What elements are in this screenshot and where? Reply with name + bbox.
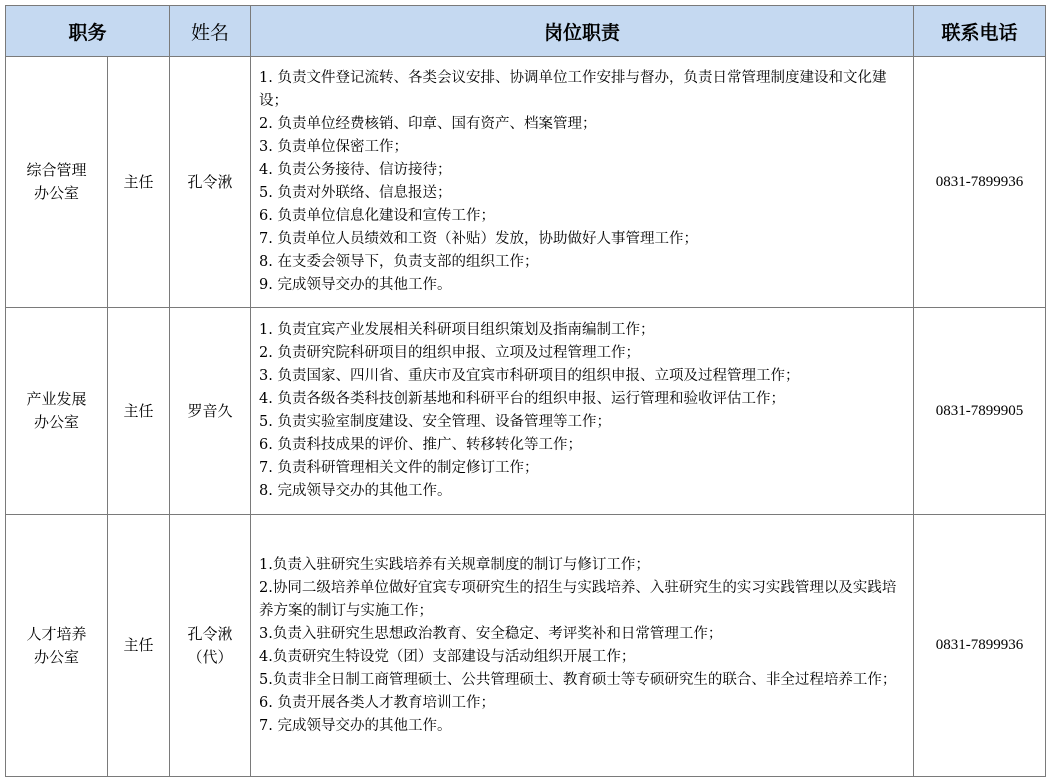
duty-item: 1. 负责文件登记流转、各类会议安排、协调单位工作安排与督办，负责日常管理制度建设和文化建设； (259, 70, 887, 109)
department-line: 办公室 (33, 413, 79, 431)
department-line: 办公室 (33, 647, 79, 666)
duty-item: 8. 完成领导交办的其他工作。 (259, 483, 452, 499)
department-cell (6, 57, 108, 308)
table-row (6, 308, 1046, 515)
department-cell (6, 515, 108, 777)
duty-item: 4.负责研究生特设党（团）支部建设与活动组织开展工作； (259, 648, 636, 665)
table-row (6, 515, 1046, 777)
phone-cell: 0831-7899936 (914, 57, 1046, 308)
duty-item: 6. 负责单位信息化建设和宣传工作； (259, 208, 495, 224)
duties-cell (251, 308, 914, 515)
phone-cell: 0831-7899905 (914, 308, 1046, 515)
department-line: 人才培养 (26, 624, 87, 643)
duty-item: 1.负责入驻研究生实践培养有关规章制度的制订与修订工作； (259, 556, 650, 573)
duty-item: 7. 负责单位人员绩效和工资（补贴）发放，协助做好人事管理工作； (259, 231, 698, 247)
duty-item: 7. 负责科研管理相关文件的制定修订工作； (259, 460, 539, 476)
name-cell (170, 515, 251, 777)
duty-item: 1. 负责宜宾产业发展相关科研项目组织策划及指南编制工作； (259, 322, 655, 338)
table-row (6, 57, 1046, 308)
header-phone: 联系电话 (914, 6, 1046, 57)
department-line: 办公室 (33, 184, 79, 202)
duty-item: 9. 完成领导交办的其他工作。 (259, 277, 452, 293)
header-position: 职务 (6, 6, 170, 57)
duty-item: 3. 负责单位保密工作； (259, 139, 408, 155)
duty-item: 8. 在支委会领导下，负责支部的组织工作； (259, 254, 539, 270)
title-cell: 主任 (108, 308, 170, 515)
duty-item: 5.负责非全日制工商管理硕士、公共管理硕士、教育硕士等专硕研究生的联合、非全过程培养工作； (259, 671, 897, 688)
department-cell (6, 308, 108, 515)
department-line: 产业发展 (26, 390, 87, 408)
name-cell (170, 308, 251, 515)
duty-item: 2. 负责单位经费核销、印章、国有资产、档案管理； (259, 116, 597, 132)
name-line: 孔令湫 (187, 172, 233, 191)
department-line: 综合管理 (26, 161, 87, 179)
duty-item: 2. 负责研究院科研项目的组织申报、立项及过程管理工作； (259, 345, 640, 361)
duty-item: 2.协同二级培养单位做好宜宾专项研究生的招生与实践培养、入驻研究生的实习实践管理以及实践培养方案的制订与实施工作； (259, 579, 897, 619)
name-line: （代） (187, 647, 233, 666)
duty-item: 3. 负责国家、四川省、重庆市及宜宾市科研项目的组织申报、立项及过程管理工作； (259, 368, 800, 384)
header-name: 姓名 (170, 6, 251, 57)
name-line: 孔令湫 (187, 624, 233, 643)
duty-item: 4. 负责各级各类科技创新基地和科研平台的组织申报、运行管理和验收评估工作； (259, 391, 785, 407)
duty-item: 3.负责入驻研究生思想政治教育、安全稳定、考评奖补和日常管理工作； (259, 625, 723, 642)
duty-item: 7. 完成领导交办的其他工作。 (259, 717, 452, 734)
duty-item: 6. 负责开展各类人才教育培训工作； (259, 694, 495, 711)
name-cell (170, 57, 251, 308)
title-cell: 主任 (108, 515, 170, 777)
duty-item: 5. 负责实验室制度建设、安全管理、设备管理等工作； (259, 414, 611, 430)
phone-cell: 0831-7899936 (914, 515, 1046, 777)
header-row (6, 6, 1046, 57)
name-line: 罗音久 (187, 401, 233, 420)
duty-item: 6. 负责科技成果的评价、推广、转移转化等工作； (259, 437, 582, 453)
duty-item: 5. 负责对外联络、信息报送； (259, 185, 452, 201)
header-duties: 岗位职责 (251, 6, 914, 57)
duties-cell (251, 515, 914, 777)
duties-cell (251, 57, 914, 308)
title-cell: 主任 (108, 57, 170, 308)
duty-item: 4. 负责公务接待、信访接待； (259, 162, 452, 178)
duty-table (5, 5, 1046, 777)
